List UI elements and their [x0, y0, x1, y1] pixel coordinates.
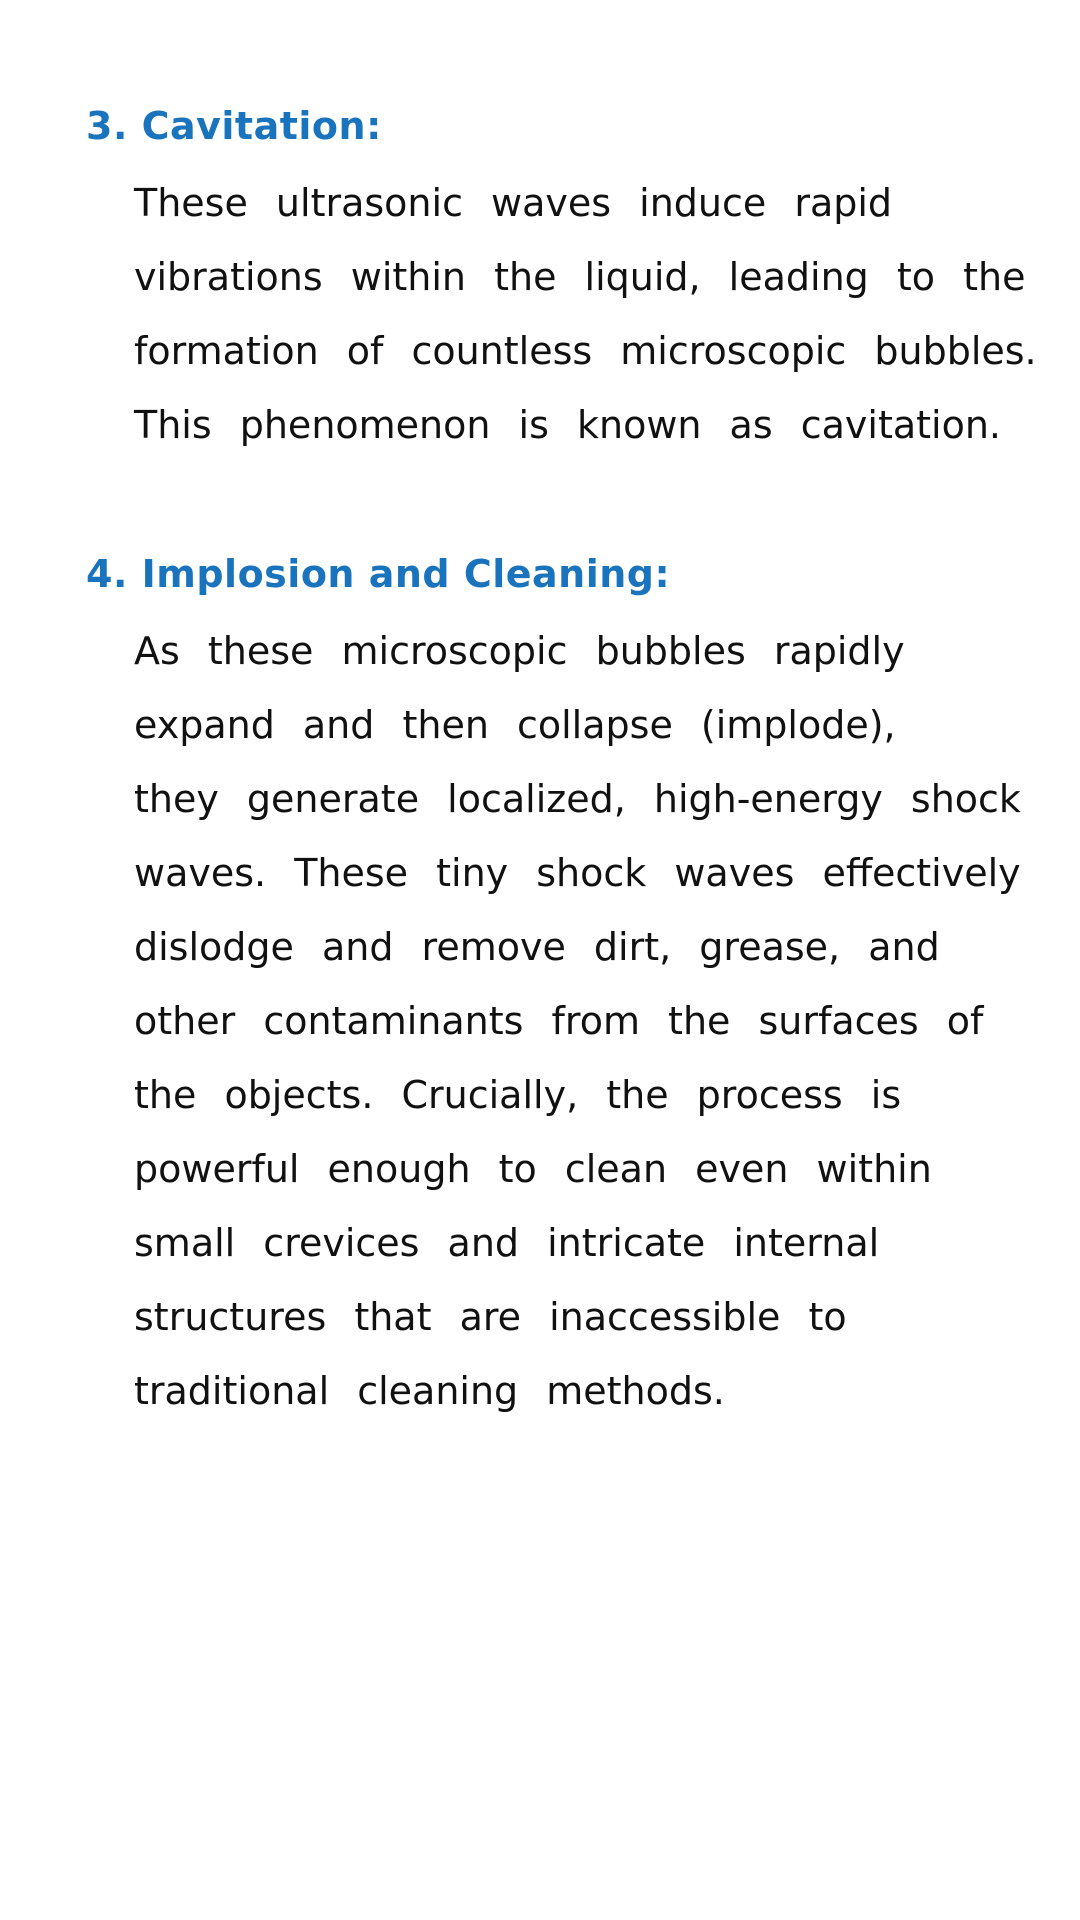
section-heading-implosion-cleaning: 4. Implosion and Cleaning: [86, 552, 671, 596]
cavitation-section [86, 100, 1037, 462]
paragraph-line: other contaminants from the surfaces of [134, 999, 984, 1043]
implosion-cleaning-paragraph [86, 614, 1021, 1428]
paragraph-line: waves. These tiny shock waves effectively [134, 851, 1021, 895]
paragraph-line: traditional cleaning methods. [134, 1369, 725, 1413]
paragraph-line: the objects. Crucially, the process is [134, 1073, 902, 1117]
paragraph-line: they generate localized, high-energy shock [134, 777, 1021, 821]
paragraph-line: This phenomenon is known as cavitation. [134, 403, 1001, 447]
paragraph-line: expand and then collapse (implode), [134, 703, 896, 747]
cavitation-paragraph [86, 166, 1037, 462]
paragraph-line: small crevices and intricate internal [134, 1221, 880, 1265]
section-heading-cavitation: 3. Cavitation: [86, 104, 382, 148]
paragraph-line: structures that are inaccessible to [134, 1295, 847, 1339]
paragraph-line: dislodge and remove dirt, grease, and [134, 925, 940, 969]
paragraph-line: As these microscopic bubbles rapidly [134, 629, 905, 673]
paragraph-line: formation of countless microscopic bubbles. [134, 329, 1037, 373]
paragraph-line: These ultrasonic waves induce rapid [134, 181, 893, 225]
paragraph-line: powerful enough to clean even within [134, 1147, 932, 1191]
implosion-cleaning-section [86, 548, 1021, 1428]
paragraph-line: vibrations within the liquid, leading to the [134, 255, 1026, 299]
